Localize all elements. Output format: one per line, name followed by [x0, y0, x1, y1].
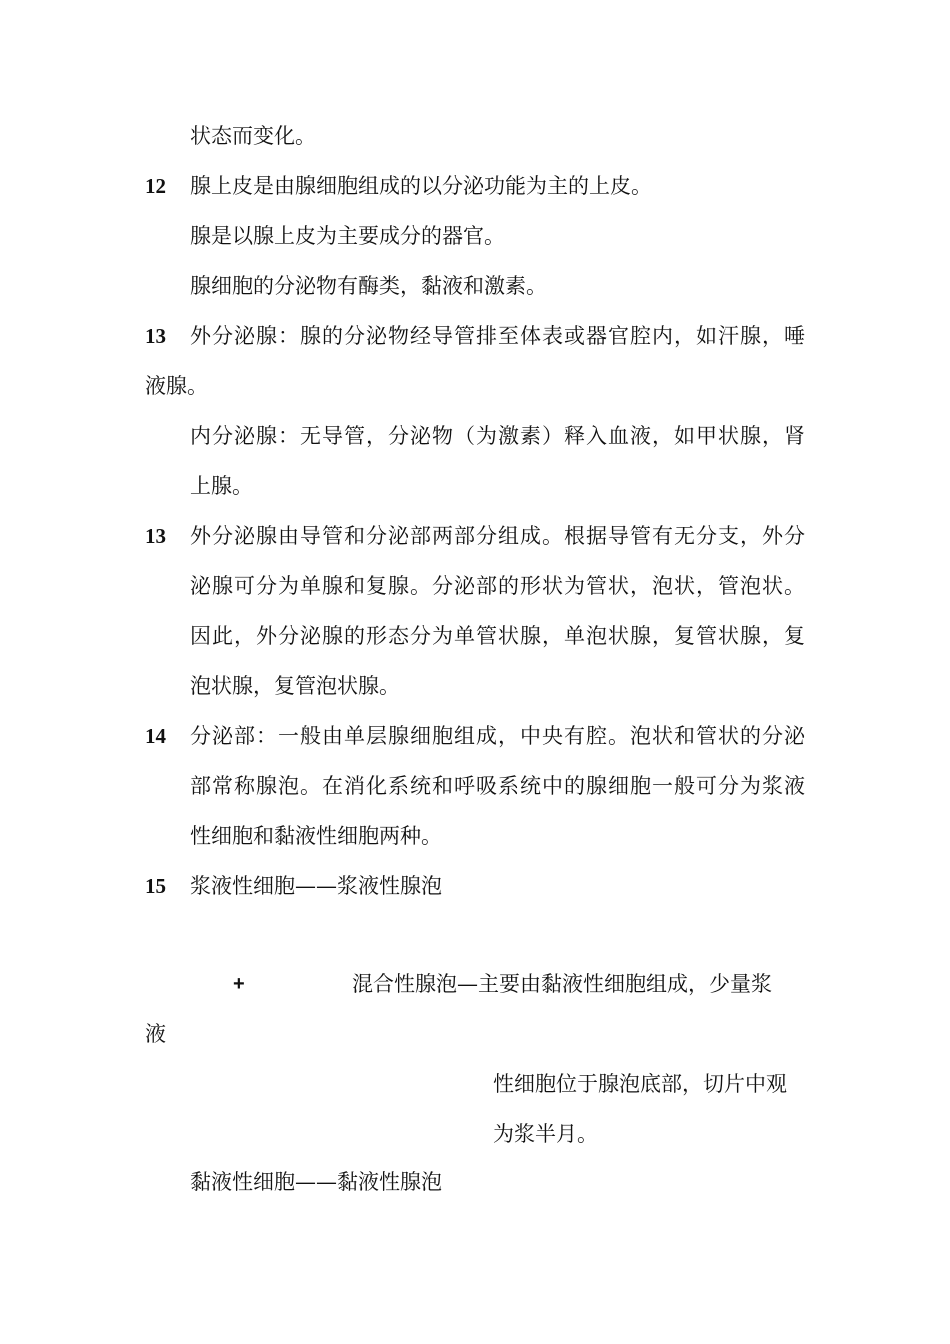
item-number: 12 — [145, 174, 166, 198]
text-line: 黏液性细胞——黏液性腺泡 — [190, 1170, 442, 1194]
text-line: 腺上皮是由腺细胞组成的以分泌功能为主的上皮。 — [190, 174, 652, 198]
text-line: 分泌部：一般由单层腺细胞组成，中央有腔。泡状和管状的分泌 — [190, 724, 805, 748]
text-line: 内分泌腺：无导管，分泌物（为激素）释入血液，如甲状腺，肾 — [190, 424, 805, 448]
text-line: 泌腺可分为单腺和复腺。分泌部的形状为管状，泡状，管泡状。 — [190, 574, 805, 598]
text-line: 浆液性细胞——浆液性腺泡 — [190, 874, 442, 898]
text-line: 泡状腺，复管泡状腺。 — [190, 674, 400, 698]
item-number: 15 — [145, 874, 166, 898]
text-line: 性细胞和黏液性细胞两种。 — [190, 824, 442, 848]
text-line: 腺是以腺上皮为主要成分的器官。 — [190, 224, 505, 248]
plus-sign: + — [233, 973, 245, 995]
text-line: 状态而变化。 — [190, 124, 316, 148]
text-line: 为浆半月。 — [493, 1122, 598, 1146]
text-line: 上腺。 — [190, 474, 253, 498]
item-number: 14 — [145, 724, 166, 748]
text-line: 部常称腺泡。在消化系统和呼吸系统中的腺细胞一般可分为浆液 — [190, 774, 805, 798]
text-line: 外分泌腺由导管和分泌部两部分组成。根据导管有无分支，外分 — [190, 524, 805, 548]
text-line: 腺细胞的分泌物有酶类，黏液和激素。 — [190, 274, 547, 298]
item-number: 13 — [145, 324, 166, 348]
text-line: 液腺。 — [145, 374, 208, 398]
text-line: 混合性腺泡—主要由黏液性细胞组成，少量浆 — [352, 972, 772, 996]
text-line: 外分泌腺：腺的分泌物经导管排至体表或器官腔内，如汗腺，唾 — [190, 324, 805, 348]
item-number: 13 — [145, 524, 166, 548]
text-line: 性细胞位于腺泡底部，切片中观 — [493, 1072, 787, 1096]
text-line: 因此，外分泌腺的形态分为单管状腺，单泡状腺，复管状腺，复 — [190, 624, 805, 648]
text-line: 液 — [145, 1022, 166, 1046]
